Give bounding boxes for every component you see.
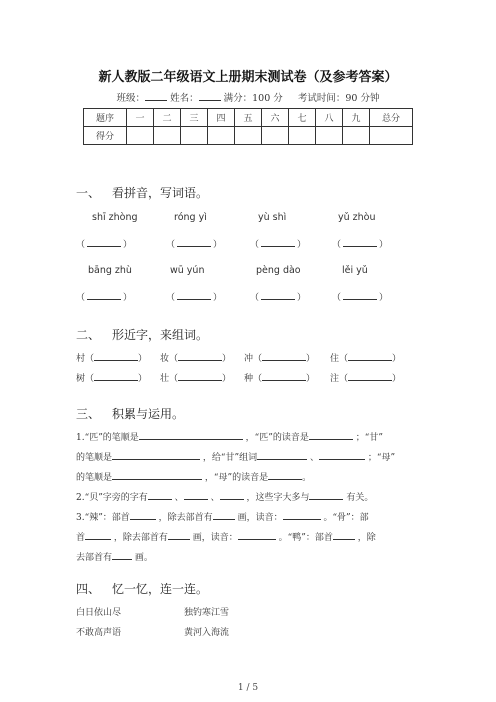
page-title: 新人教版二年级语文上册期末测试卷（及参考答案）: [98, 70, 398, 85]
section-number: 二、: [76, 328, 101, 342]
table-cell: 总分: [370, 109, 413, 127]
name-label: 姓名：: [170, 93, 199, 104]
answer-blank[interactable]: （ ）: [332, 240, 389, 250]
section-number: 三、: [76, 407, 101, 421]
fill-blank[interactable]: [220, 491, 244, 500]
char-item[interactable]: 村（ ）: [76, 354, 148, 364]
question-3-line-2: 首 ，除去部首有 画，读音： 。“鸭”：部首 ，除: [76, 533, 376, 543]
section-number: 一、: [76, 186, 101, 200]
score-input[interactable]: [289, 127, 316, 145]
fill-blank[interactable]: [309, 431, 353, 440]
char-item[interactable]: 种（ ）: [244, 374, 316, 384]
char-item[interactable]: 妆（ ）: [160, 354, 232, 364]
table-cell: 二: [154, 109, 181, 127]
score-input[interactable]: [127, 127, 154, 145]
score-input[interactable]: [181, 127, 208, 145]
pinyin: bāng zhù: [88, 265, 132, 276]
score-input[interactable]: [343, 127, 370, 145]
table-cell: 五: [235, 109, 262, 127]
score-table: [83, 108, 413, 145]
score-input[interactable]: [208, 127, 235, 145]
score-input[interactable]: [154, 127, 181, 145]
pinyin: róng yì: [174, 212, 207, 223]
section3-heading: [76, 405, 184, 422]
question-3-line-3: 去部首有 画。: [76, 553, 153, 563]
answer-blank[interactable]: （ ）: [250, 240, 307, 250]
table-cell: 七: [289, 109, 316, 127]
match-right-item[interactable]: 独钓寒江雪: [184, 608, 230, 618]
answer-blank[interactable]: （ ）: [332, 293, 389, 303]
exam-time: 考试时间：90 分钟: [297, 93, 380, 104]
fill-blank[interactable]: [148, 491, 172, 500]
score-input[interactable]: [262, 127, 289, 145]
fill-blank[interactable]: [319, 451, 365, 460]
score-input[interactable]: [370, 127, 413, 145]
pinyin: lěi yǔ: [342, 265, 368, 276]
fill-blank[interactable]: [213, 511, 235, 520]
section-title: 看拼音，写词语。: [112, 186, 209, 200]
answer-blank[interactable]: （ ）: [250, 293, 307, 303]
match-left-item[interactable]: 白日依山尽: [76, 608, 122, 618]
page-number: 1 / 5: [237, 683, 259, 693]
fill-blank[interactable]: [139, 431, 243, 440]
char-item[interactable]: 冲（ ）: [244, 354, 316, 364]
section2-heading: [76, 326, 208, 343]
answer-blank[interactable]: （ ）: [166, 240, 223, 250]
section1-heading: [76, 184, 208, 201]
char-item[interactable]: 注（ ）: [330, 374, 402, 384]
fill-blank[interactable]: [112, 471, 202, 480]
answer-blank[interactable]: （ ）: [76, 293, 133, 303]
pinyin: shī zhòng: [92, 212, 138, 223]
score-input[interactable]: [316, 127, 343, 145]
name-blank[interactable]: [199, 91, 221, 101]
question-1-line-1: 1.“匹”的笔顺是 ，“匹”的读音是 ；“甘”: [76, 433, 383, 443]
match-left-item[interactable]: 不敢高声语: [76, 628, 122, 638]
fill-blank[interactable]: [257, 451, 307, 460]
pinyin: yù shì: [258, 212, 287, 223]
section-title: 积累与运用。: [112, 407, 185, 421]
table-cell: 三: [181, 109, 208, 127]
section-number: 四、: [76, 582, 101, 596]
fill-blank[interactable]: [130, 511, 156, 520]
table-cell: 一: [127, 109, 154, 127]
section4-heading: [76, 580, 208, 597]
fill-blank[interactable]: [283, 511, 321, 520]
match-right-item[interactable]: 黄河入海流: [184, 628, 230, 638]
section-title: 形近字，来组词。: [112, 328, 209, 342]
question-1-line-2: 的笔顺是 ，给“甘”组词 、 ；“母”: [76, 453, 396, 463]
question-1-line-3: 的笔顺是 ，“母”的读音是 。: [76, 473, 312, 483]
fill-blank[interactable]: [333, 531, 355, 540]
fill-blank[interactable]: [238, 531, 276, 540]
question-2: 2.“贝”字旁的字有 、 、 ，这些字大多与 有关。: [76, 493, 374, 503]
question-3-line-1: 3.“辣”：部首 ，除去部首有 画，读音： 。“骨”：部: [76, 513, 369, 523]
table-cell: 六: [262, 109, 289, 127]
table-cell: 得分: [84, 127, 127, 145]
exam-info: [0, 90, 496, 104]
table-cell: 题序: [84, 109, 127, 127]
char-item[interactable]: 壮（ ）: [160, 374, 232, 384]
table-cell: 九: [343, 109, 370, 127]
char-item[interactable]: 树（ ）: [76, 374, 148, 384]
answer-blank[interactable]: （ ）: [166, 293, 223, 303]
score-table-header-row: [84, 109, 413, 127]
class-label: 班级：: [116, 93, 146, 104]
fill-blank[interactable]: [85, 531, 111, 540]
fill-blank[interactable]: [268, 471, 302, 480]
fill-blank[interactable]: [112, 551, 132, 560]
score-input[interactable]: [235, 127, 262, 145]
full-score: 满分：100 分: [223, 93, 283, 104]
fill-blank[interactable]: [309, 491, 343, 500]
pinyin: yǔ zhòu: [338, 212, 376, 223]
section-title: 忆一忆，连一连。: [112, 582, 209, 596]
score-table-score-row: [84, 127, 413, 145]
table-cell: 四: [208, 109, 235, 127]
fill-blank[interactable]: [112, 451, 200, 460]
table-cell: 八: [316, 109, 343, 127]
class-blank[interactable]: [145, 91, 167, 101]
pinyin: pèng dào: [256, 265, 301, 276]
char-item[interactable]: 住（ ）: [330, 354, 402, 364]
fill-blank[interactable]: [184, 491, 208, 500]
fill-blank[interactable]: [168, 531, 190, 540]
answer-blank[interactable]: （ ）: [76, 240, 133, 250]
pinyin: wū yún: [170, 265, 205, 276]
